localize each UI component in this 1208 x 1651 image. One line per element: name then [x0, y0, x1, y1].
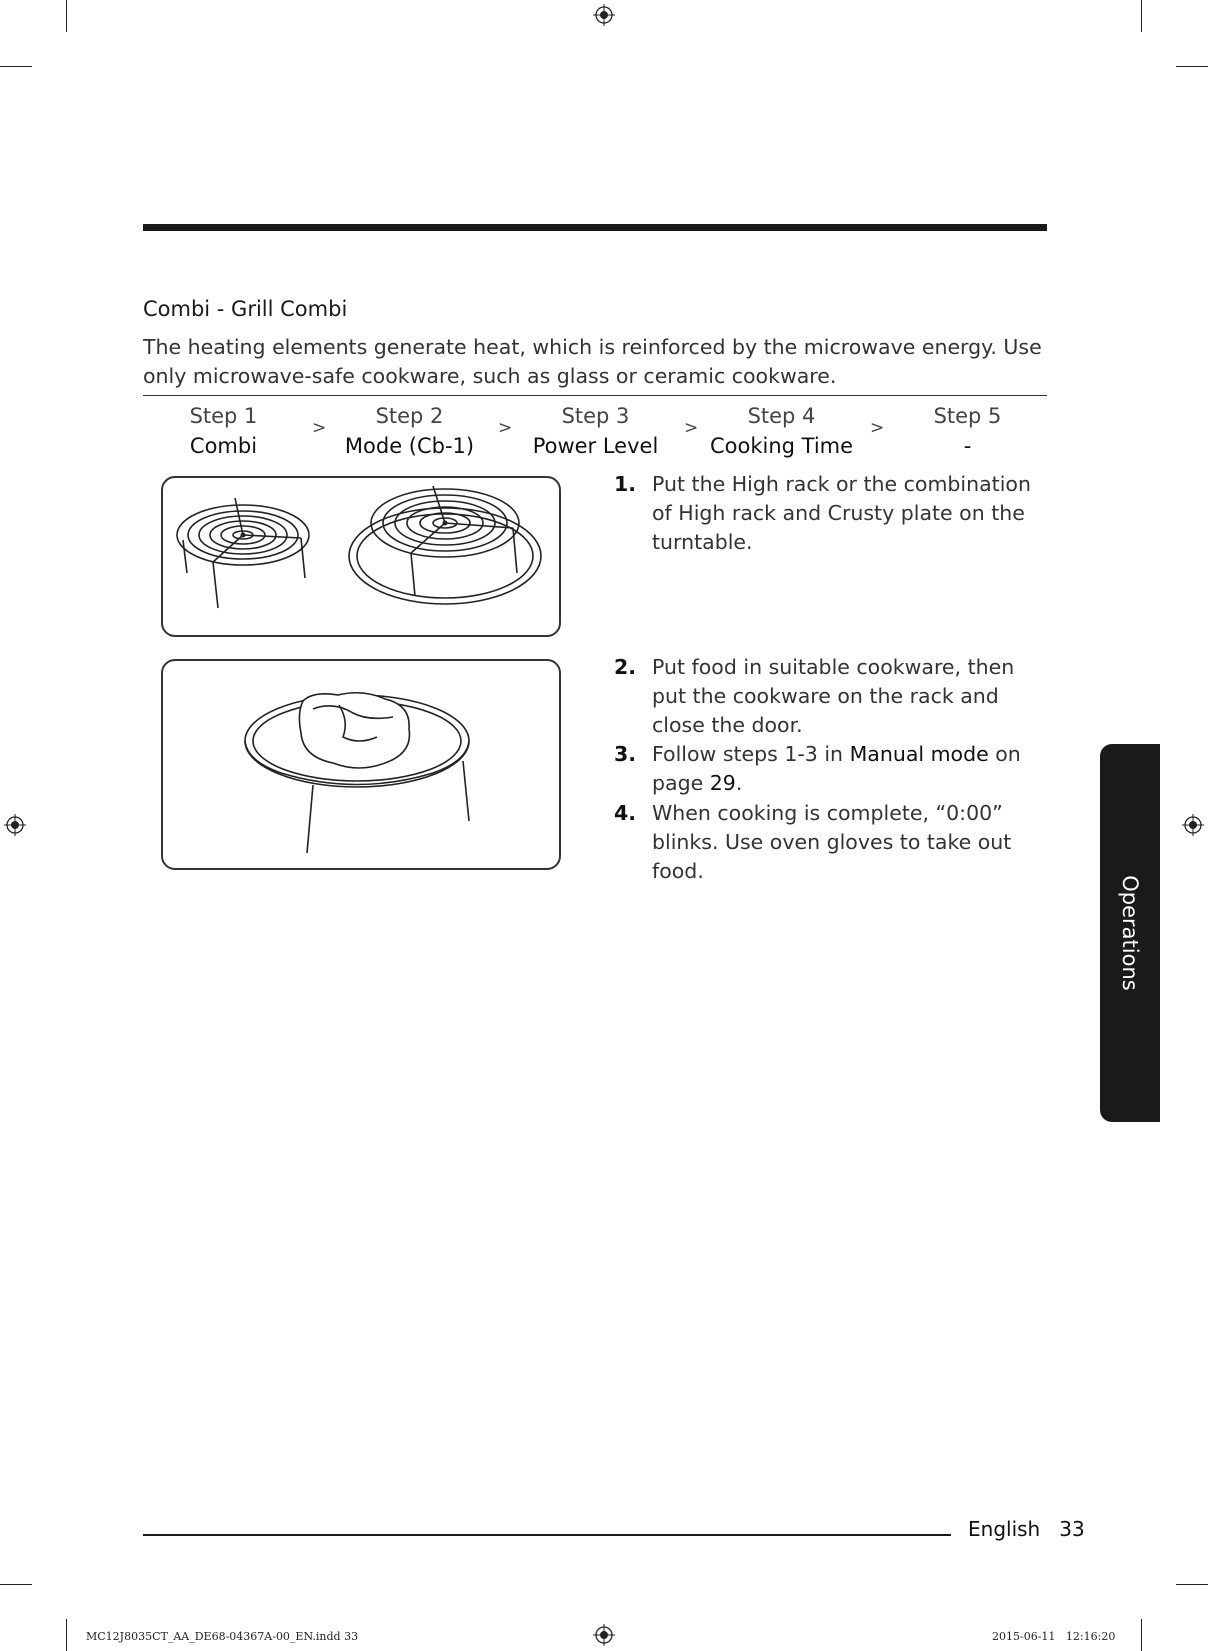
page-number: 33	[1059, 1517, 1085, 1541]
instruction-text: Put food in suitable cookware, then put the cookware on the rack and close the door.	[652, 655, 1015, 737]
print-slug-date: 2015-06-11 12:16:20	[992, 1630, 1116, 1643]
food-on-rack-illustration	[161, 659, 561, 870]
section-intro: The heating elements generate heat, which is reinforced by the microwave energy. Use only microwave-safe cookware, such as glass or ceramic cookware.	[143, 335, 1042, 388]
step-label: Step 1	[189, 404, 258, 428]
print-slug-file: MC12J8035CT_AA_DE68-04367A-00_EN.indd 33	[86, 1630, 359, 1643]
instruction-3	[614, 740, 1054, 798]
step-5	[880, 401, 1055, 461]
step-value: Cooking Time	[709, 434, 854, 458]
manual-mode-link[interactable]: Manual mode	[849, 742, 989, 766]
footer-language: English	[968, 1517, 1041, 1541]
instruction-text-part: on page	[652, 742, 1021, 795]
step-2	[322, 401, 497, 461]
instruction-2	[614, 653, 1054, 740]
footer-rule	[143, 1534, 951, 1536]
step-label: Step 3	[561, 404, 630, 428]
step-separator: >	[312, 418, 327, 438]
crop-mark	[1141, 1619, 1142, 1651]
step-label: Step 2	[375, 404, 444, 428]
step-separator: >	[498, 418, 513, 438]
food-drawing	[163, 661, 559, 868]
crop-mark	[1141, 0, 1142, 32]
step-4	[694, 401, 869, 461]
step-value: Mode (Cb-1)	[344, 434, 475, 458]
instruction-text: Put the High rack or the combination of High rack and Crusty plate on the turntable.	[652, 472, 1031, 554]
step-value: Power Level	[532, 434, 659, 458]
instruction-text: When cooking is complete, “0:00” blinks. Use oven gloves to take out food.	[652, 801, 1012, 883]
instruction-number: 2.	[614, 655, 637, 679]
instruction-4	[614, 799, 1054, 886]
step-3	[508, 401, 683, 461]
instruction-number: 3.	[614, 742, 637, 766]
registration-mark-icon	[4, 814, 26, 836]
step-label: Step 4	[747, 404, 816, 428]
section-title: Combi - Grill Combi	[143, 297, 348, 321]
crop-mark	[0, 1584, 32, 1585]
side-tab-label: Operations	[1118, 875, 1142, 991]
operations-side-tab[interactable]	[1100, 744, 1160, 1122]
crop-mark	[66, 0, 67, 32]
rack-drawing	[163, 478, 559, 635]
rack-illustration	[161, 476, 561, 637]
crop-mark	[1176, 1584, 1208, 1585]
page-29-link[interactable]: 29	[709, 771, 736, 795]
footer	[968, 1517, 1085, 1541]
instruction-text-part: Follow steps 1-3 in	[652, 742, 850, 766]
registration-mark-icon	[593, 1624, 615, 1646]
crop-mark	[0, 66, 32, 67]
crop-mark	[1176, 66, 1208, 67]
crop-mark	[66, 1619, 67, 1651]
step-separator: >	[870, 418, 885, 438]
registration-mark-icon	[593, 4, 615, 26]
steps-divider	[143, 395, 1047, 396]
step-1	[136, 401, 311, 461]
instruction-1	[614, 470, 1054, 557]
registration-mark-icon	[1182, 814, 1204, 836]
instruction-number: 1.	[614, 472, 637, 496]
instruction-text	[652, 740, 1054, 798]
instruction-number: 4.	[614, 801, 637, 825]
step-separator: >	[684, 418, 699, 438]
step-value: Combi	[189, 434, 258, 458]
instruction-text-part: .	[735, 771, 743, 795]
step-value: -	[963, 434, 972, 458]
step-label: Step 5	[933, 404, 1002, 428]
header-rule	[143, 224, 1047, 231]
